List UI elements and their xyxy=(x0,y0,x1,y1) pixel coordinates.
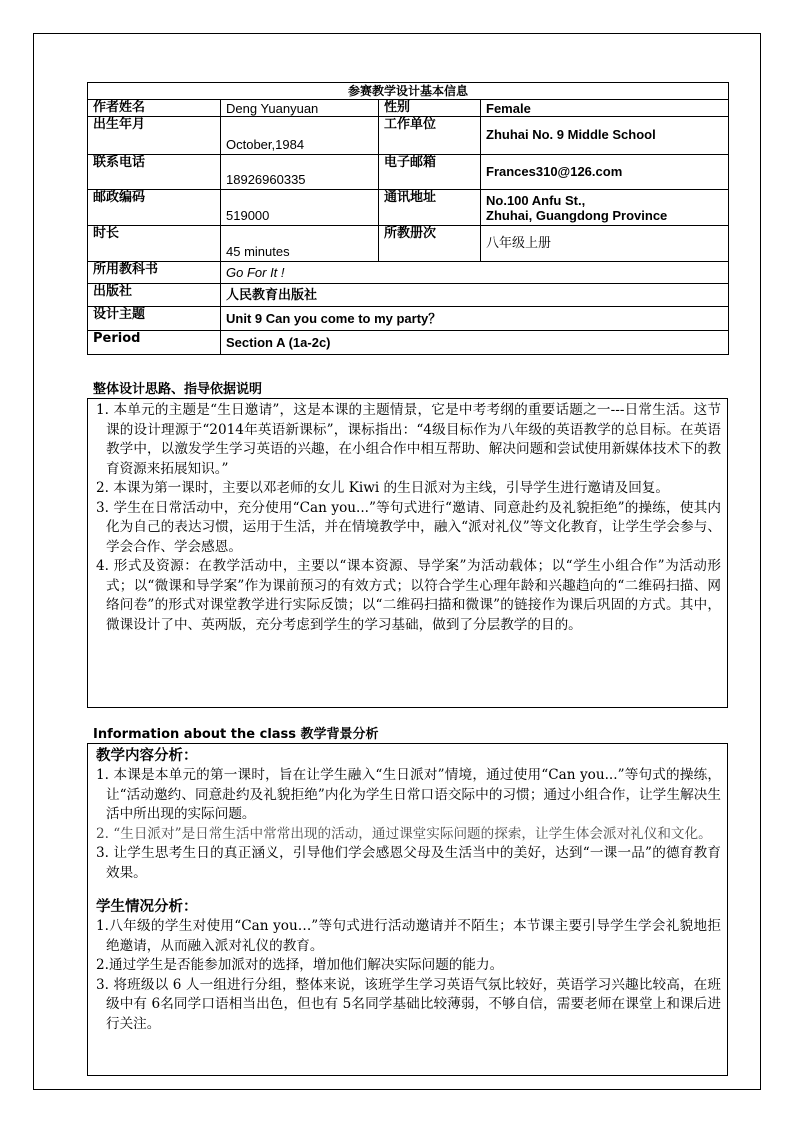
table-title: 参赛教学设计基本信息 xyxy=(88,83,729,100)
address-value xyxy=(481,190,729,226)
phone-value: 18926960335 xyxy=(221,155,379,190)
textbook-label: 所用教科书 xyxy=(88,262,221,284)
postcode-value: 519000 xyxy=(221,190,379,226)
student-item-3: 3. 将班级以 6 人一组进行分组，整体来说，该班学生学习英语气氛比较好，英语学习兴趣比较高，在班级中有 6名同学口语相当出色，但也有 5名同学基础比较薄弱，不够自信，需要老师在课堂上和课后进行关注。 xyxy=(96,976,721,1032)
gender-label: 性别 xyxy=(379,100,481,117)
design-section-title: 整体设计思路、指导依据说明 xyxy=(93,382,263,397)
author-value: Deng Yuanyuan xyxy=(221,100,379,117)
publisher-value: 人民教育出版社 xyxy=(221,284,729,307)
period-label: Period xyxy=(88,331,221,355)
content-item-3: 3. 让学生思考生日的真正涵义，引导他们学会感恩父母及生活当中的美好，达到“一课一品”的德育教育效果。 xyxy=(96,845,721,881)
gender-value: Female xyxy=(481,100,729,117)
postcode-label: 邮政编码 xyxy=(88,190,221,226)
birth-label: 出生年月 xyxy=(88,117,221,155)
content-item-2: 2. “生日派对”是日常生活中常常出现的活动，通过课堂实际问题的探索，让学生体会派对礼仪和文化。 xyxy=(96,825,712,842)
topic-value: Unit 9 Can you come to my party？ xyxy=(221,307,729,331)
publisher-label: 出版社 xyxy=(88,284,221,307)
duration-label: 时长 xyxy=(88,226,221,262)
student-analysis-heading: 学生情况分析： xyxy=(96,899,198,915)
topic-label: 设计主题 xyxy=(88,307,221,331)
author-label: 作者姓名 xyxy=(88,100,221,117)
background-section-title: Information about the class 教学背景分析 xyxy=(93,727,379,742)
design-item-3: 3. 学生在日常活动中，充分使用“Can you...”等句式进行“邀请、同意赴约及礼貌拒绝”的操练，使其内化为自己的表达习惯，运用于生活，并在情境教学中，融入“派对礼仪”等文化教育，让学生学会参与、学会合作、学会感恩。 xyxy=(96,499,721,555)
student-item-1: 1.八年级的学生对使用“Can you…”等句式进行活动邀请并不陌生；本节课主要引导学生学会礼貌地拒绝邀请，从而融入派对礼仪的教育。 xyxy=(96,918,721,954)
phone-label: 联系电话 xyxy=(88,155,221,190)
student-item-2: 2.通过学生是否能参加派对的选择，增加他们解决实际问题的能力。 xyxy=(96,957,504,973)
email-label: 电子邮箱 xyxy=(379,155,481,190)
content-analysis-heading: 教学内容分析： xyxy=(96,748,198,764)
background-box xyxy=(87,743,728,1076)
email-value: Frances310@126.com xyxy=(481,155,729,190)
basic-info-table xyxy=(87,82,729,355)
address-label: 通讯地址 xyxy=(379,190,481,226)
period-value: Section A (1a-2c) xyxy=(221,331,729,355)
address-line-2: Zhuhai, Guangdong Province xyxy=(486,207,668,223)
duration-value: 45 minutes xyxy=(221,226,379,262)
volume-value: 八年级上册 xyxy=(481,226,729,262)
content-item-1: 1. 本课是本单元的第一课时，旨在让学生融入“生日派对”情境，通过使用“Can you...”等句式的操练，让“活动邀约、同意赴约及礼貌拒绝”内化为学生日常口语交际中的习惯；通过小组合作，让学生解决生活中所出现的实际问题。 xyxy=(96,767,721,822)
address-line-1: No.100 Anfu St., xyxy=(486,192,586,208)
design-box xyxy=(87,398,728,708)
design-item-1: 1. 本单元的主题是“生日邀请”，这是本课的主题情景，它是中考考纲的重要话题之一---日常生活。这节课的设计理源于“2014年英语新课标”，课标指出：“4级目标作为八年级的英语教学的总目标。在英语教学中，以激发学生学习英语的兴趣，在小组合作中相互帮助、解决问题和尝试使用新媒体技术下的教育资源来拓展知识。” xyxy=(96,402,721,477)
volume-label: 所教册次 xyxy=(379,226,481,262)
design-item-2: 2. 本课为第一课时，主要以邓老师的女儿 Kiwi 的生日派对为主线，引导学生进行邀请及回复。 xyxy=(96,480,669,496)
workplace-label: 工作单位 xyxy=(379,117,481,155)
birth-value: October,1984 xyxy=(221,117,379,155)
textbook-value: Go For It ! xyxy=(221,262,729,284)
design-item-4: 4. 形式及资源：在教学活动中，主要以“课本资源、导学案”为活动载体；以“学生小组合作”为活动形式；以“微课和导学案”作为课前预习的有效方式；以符合学生心理年龄和兴趣趋向的“二维码扫描、网络问卷”的形式对课堂教学进行实际反馈；以“二维码扫描和微课”的链接作为课后巩固的方式。其中，微课设计了中、英两版，充分考虑到学生的学习基础，做到了分层教学的目的。 xyxy=(96,558,721,633)
workplace-value: Zhuhai No. 9 Middle School xyxy=(481,117,729,155)
